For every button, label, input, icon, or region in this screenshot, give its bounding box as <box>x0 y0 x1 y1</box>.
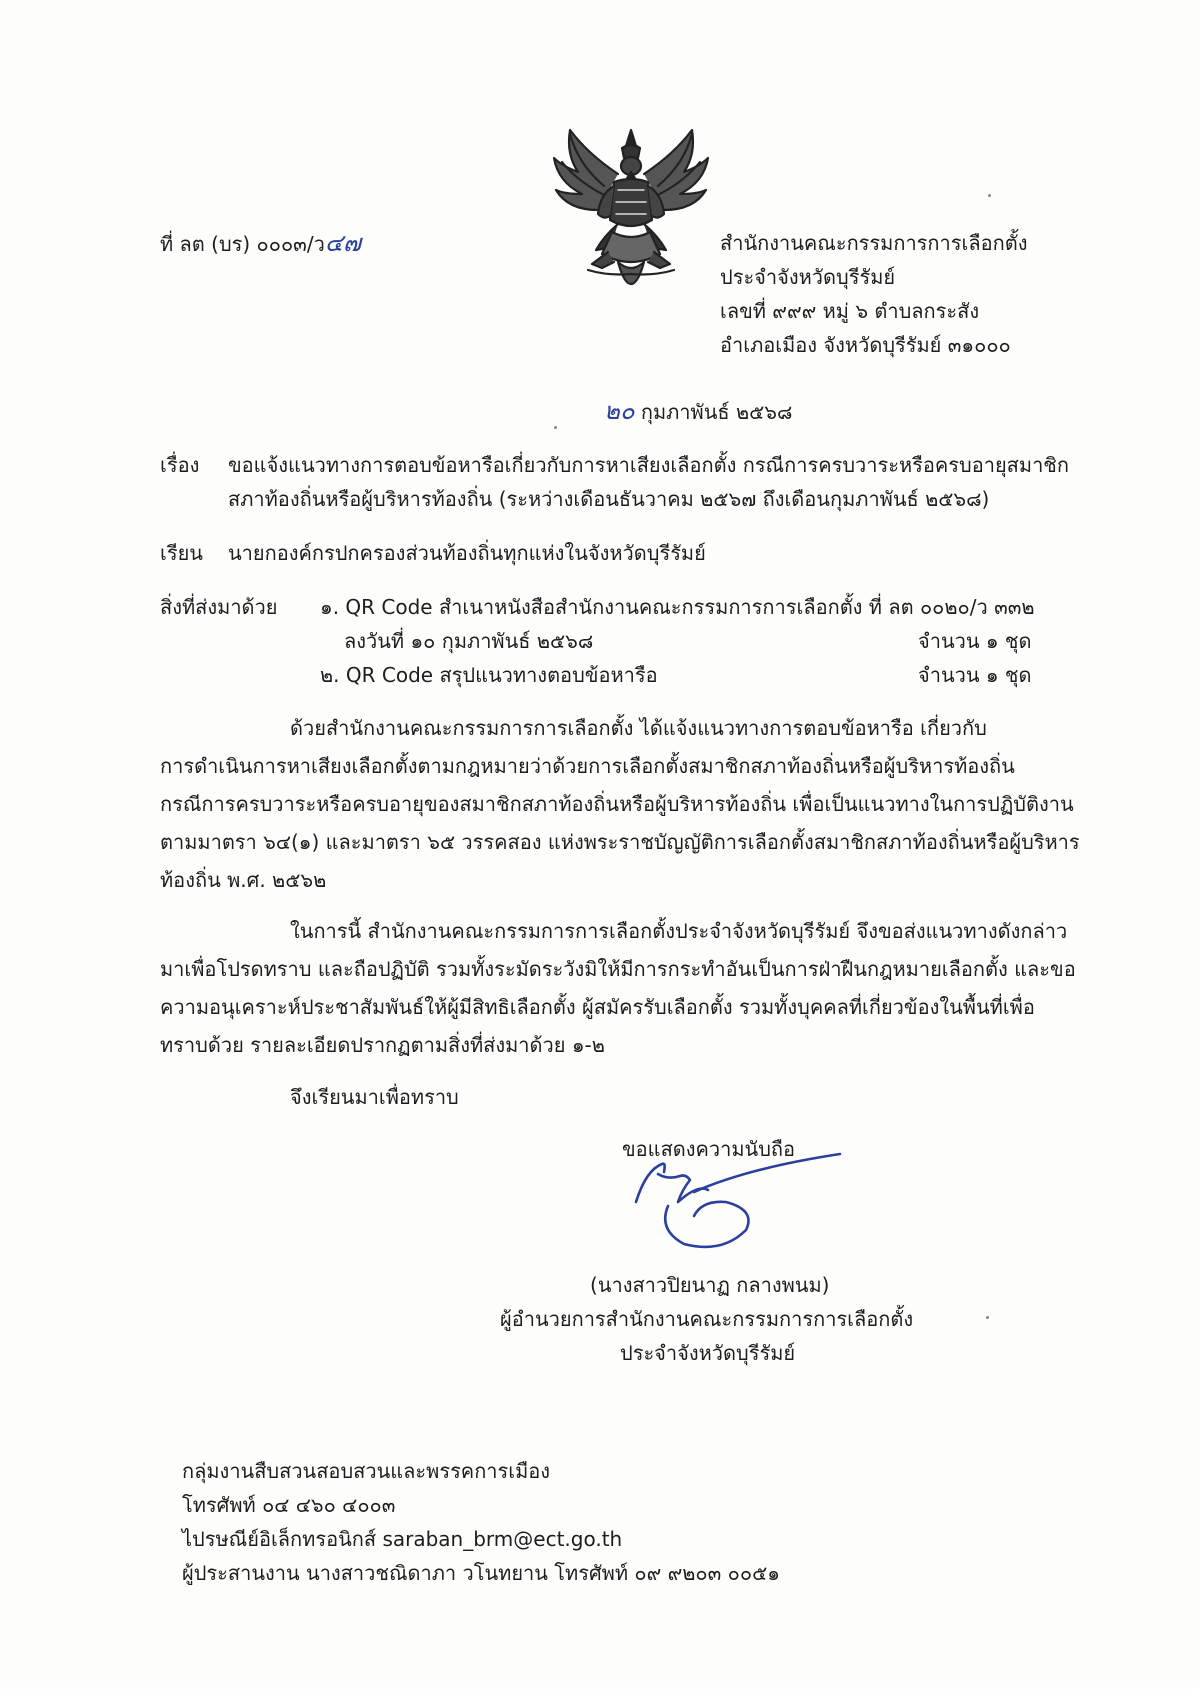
body-paragraph2-line3: ความอนุเคราะห์ประชาสัมพันธ์ให้ผู้มีสิทธิเลือกตั้ง ผู้สมัครรับเลือกตั้ง รวมทั้งบุคคลที่เกี่ยวข้องในพื้นที่เพื่อ <box>160 995 1035 1019</box>
contact-email: ไปรษณีย์อิเล็กทรอนิกส์ saraban_brm@ect.go.th <box>182 1527 623 1551</box>
office-address-line4: อำเภอเมือง จังหวัดบุรีรัมย์ ๓๑๐๐๐ <box>720 333 1011 357</box>
office-address-line3: เลขที่ ๙๙๙ หมู่ ๖ ตำบลกระสัง <box>720 299 980 323</box>
closing-line: จึงเรียนมาเพื่อทราบ <box>290 1085 459 1109</box>
enclosure-item2: ๒. QR Code สรุปแนวทางตอบข้อหารือ <box>320 663 658 687</box>
recipient-label: เรียน <box>160 541 203 565</box>
office-address-line2: ประจำจังหวัดบุรีรัมย์ <box>720 265 896 289</box>
body-paragraph2-line4: ทราบด้วย รายละเอียดปรากฏตามสิ่งที่ส่งมาด้วย ๑-๒ <box>160 1033 605 1057</box>
document-number-handwritten: ๔๗ <box>324 229 362 257</box>
scan-speck <box>986 1316 989 1319</box>
body-paragraph1-line4: ตามมาตรา ๖๔(๑) และมาตรา ๖๕ วรรคสอง แห่งพระราชบัญญัติการเลือกตั้งสมาชิกสภาท้องถิ่นหรือผู้บริหาร <box>160 830 1080 854</box>
scan-speck <box>988 194 991 197</box>
office-address-line1: สำนักงานคณะกรรมการการเลือกตั้ง <box>720 231 1028 255</box>
signer-position-line1: ผู้อำนวยการสำนักงานคณะกรรมการการเลือกตั้ง <box>500 1307 914 1331</box>
salutation: ขอแสดงความนับถือ <box>622 1137 796 1161</box>
subject-line1: ขอแจ้งแนวทางการตอบข้อหารือเกี่ยวกับการหาเสียงเลือกตั้ง กรณีการครบวาระหรือครบอายุสมาชิก <box>228 453 1069 477</box>
subject-label: เรื่อง <box>160 453 200 477</box>
document-number-printed: ที่ ลต (บร) ๐๐๐๓/ว <box>160 232 325 256</box>
signer-position-line2: ประจำจังหวัดบุรีรัมย์ <box>620 1341 796 1365</box>
enclosures-label: สิ่งที่ส่งมาด้วย <box>160 595 278 619</box>
enclosure-item1-line1: ๑. QR Code สำเนาหนังสือสำนักงานคณะกรรมการการเลือกตั้ง ที่ ลต ๐๐๒๐/ว ๓๓๒ <box>320 595 1035 619</box>
contact-coordinator: ผู้ประสานงาน นางสาวชณิดาภา วโนทยาน โทรศัพท์ ๐๙ ๙๒๐๓ ๐๐๕๑ <box>182 1561 780 1585</box>
document-number <box>160 230 361 257</box>
date-month-year: กุมภาพันธ์ ๒๕๖๘ <box>640 400 793 424</box>
contact-phone: โทรศัพท์ ๐๔ ๔๖๐ ๔๐๐๓ <box>182 1493 396 1517</box>
contact-department: กลุ่มงานสืบสวนสอบสวนและพรรคการเมือง <box>182 1459 551 1483</box>
subject-line2: สภาท้องถิ่นหรือผู้บริหารท้องถิ่น (ระหว่างเดือนธันวาคม ๒๕๖๗ ถึงเดือนกุมภาพันธ์ ๒๕๖๘) <box>228 487 990 511</box>
letter-date <box>604 398 792 425</box>
enclosure-item1-line2: ลงวันที่ ๑๐ กุมภาพันธ์ ๒๕๖๘ <box>344 629 594 653</box>
body-paragraph2-line2: มาเพื่อโปรดทราบ และถือปฏิบัติ รวมทั้งระมัดระวังมิให้มีการกระทำอันเป็นการฝ่าฝืนกฎหมายเลือกตั้ง และขอ <box>160 957 1076 981</box>
garuda-emblem-icon <box>548 124 714 288</box>
enclosure-item1-quantity: จำนวน ๑ ชุด <box>918 629 1032 653</box>
body-paragraph2-line1: ในการนี้ สำนักงานคณะกรรมการการเลือกตั้งประจำจังหวัดบุรีรัมย์ จึงขอส่งแนวทางดังกล่าว <box>290 919 1068 943</box>
recipient-text: นายกองค์กรปกครองส่วนท้องถิ่นทุกแห่งในจังหวัดบุรีรัมย์ <box>228 541 706 565</box>
body-paragraph1-line3: กรณีการครบวาระหรือครบอายุของสมาชิกสภาท้องถิ่นหรือผู้บริหารท้องถิ่น เพื่อเป็นแนวทางในการปฏิบัติงาน <box>160 792 1074 816</box>
date-day-handwritten: ๒๐ <box>604 397 635 425</box>
body-paragraph1-line1: ด้วยสำนักงานคณะกรรมการการเลือกตั้ง ได้แจ้งแนวทางการตอบข้อหารือ เกี่ยวกับ <box>290 716 987 740</box>
body-paragraph1-line2: การดำเนินการหาเสียงเลือกตั้งตามกฎหมายว่าด้วยการเลือกตั้งสมาชิกสภาท้องถิ่นหรือผู้บริหารท้องถิ่น <box>160 754 1015 778</box>
body-paragraph1-line5: ท้องถิ่น พ.ศ. ๒๕๖๒ <box>160 868 327 892</box>
signer-name: (นางสาวปิยนาฏ กลางพนม) <box>590 1273 830 1297</box>
enclosure-item2-quantity: จำนวน ๑ ชุด <box>918 663 1032 687</box>
handwritten-signature <box>628 1150 846 1254</box>
scan-speck <box>554 426 557 429</box>
